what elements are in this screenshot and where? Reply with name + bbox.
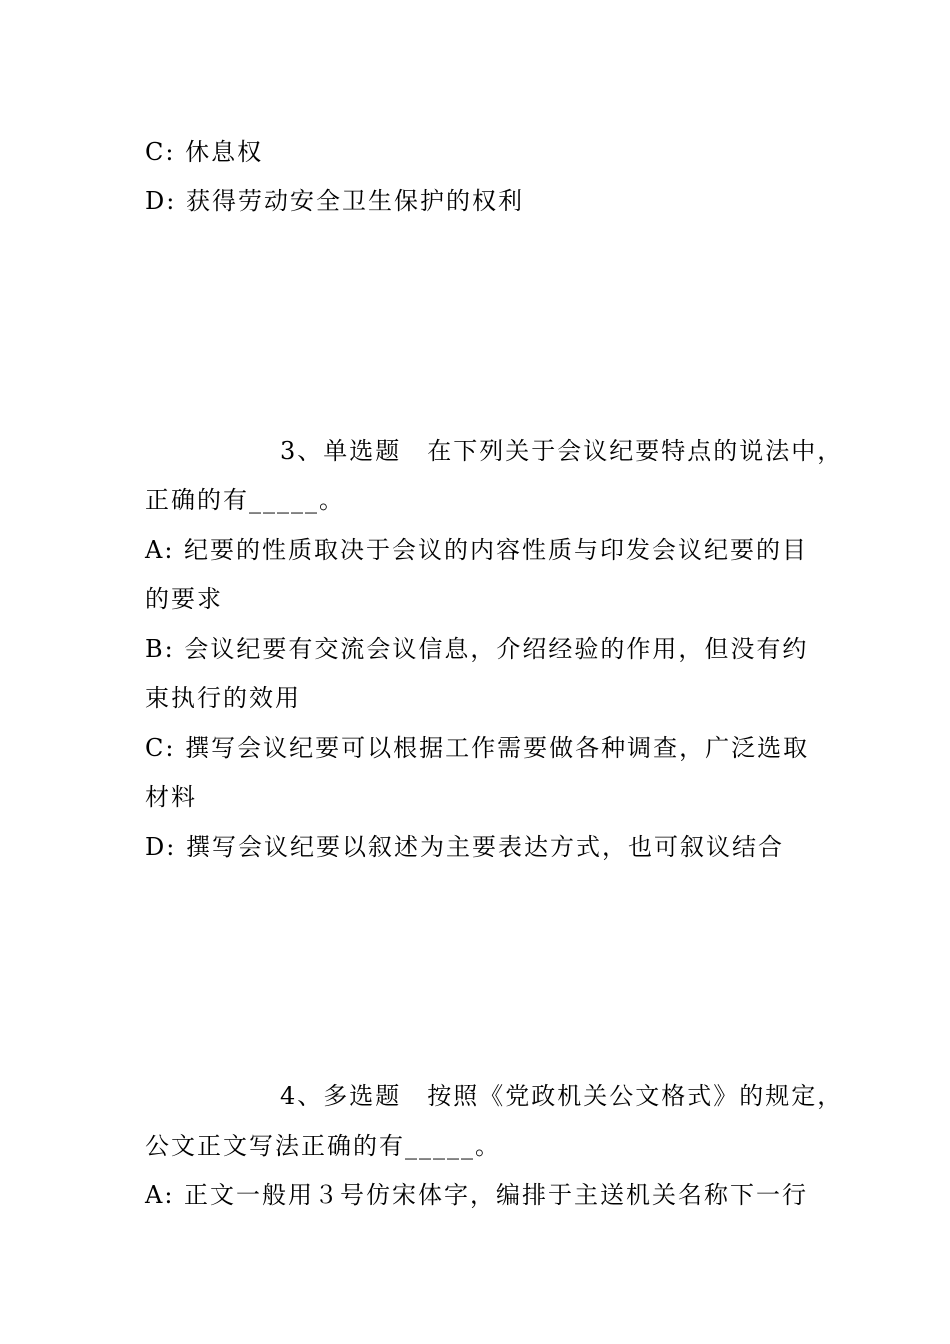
- q3-option-a-line-1: A: 纪要的性质取决于会议的内容性质与印发会议纪要的目: [145, 536, 809, 564]
- q4-stem-line-1: 4、多选题 按照《党政机关公文格式》的规定，: [280, 1082, 844, 1110]
- q3-option-a-line-2: 的要求: [145, 585, 223, 613]
- q3-option-d: D: 撰写会议纪要以叙述为主要表达方式，也可叙议结合: [145, 833, 784, 861]
- q3-option-b-line-2: 束执行的效用: [145, 684, 301, 712]
- prev-option-d: D: 获得劳动安全卫生保护的权利: [145, 187, 524, 215]
- q3-option-c-line-2: 材料: [145, 783, 197, 811]
- q3-stem-line-1: 3、单选题 在下列关于会议纪要特点的说法中，: [280, 437, 844, 465]
- q4-stem-line-2: 公文正文写法正确的有_____。: [145, 1132, 501, 1160]
- q4-option-a: A: 正文一般用３号仿宋体字，编排于主送机关名称下一行: [145, 1181, 809, 1209]
- q3-option-c-line-1: C: 撰写会议纪要可以根据工作需要做各种调查，广泛选取: [145, 734, 810, 762]
- q3-option-b-line-1: B: 会议纪要有交流会议信息，介绍经验的作用，但没有约: [145, 635, 809, 663]
- q3-stem-line-2: 正确的有_____。: [145, 486, 345, 514]
- prev-option-c: C: 休息权: [145, 138, 264, 166]
